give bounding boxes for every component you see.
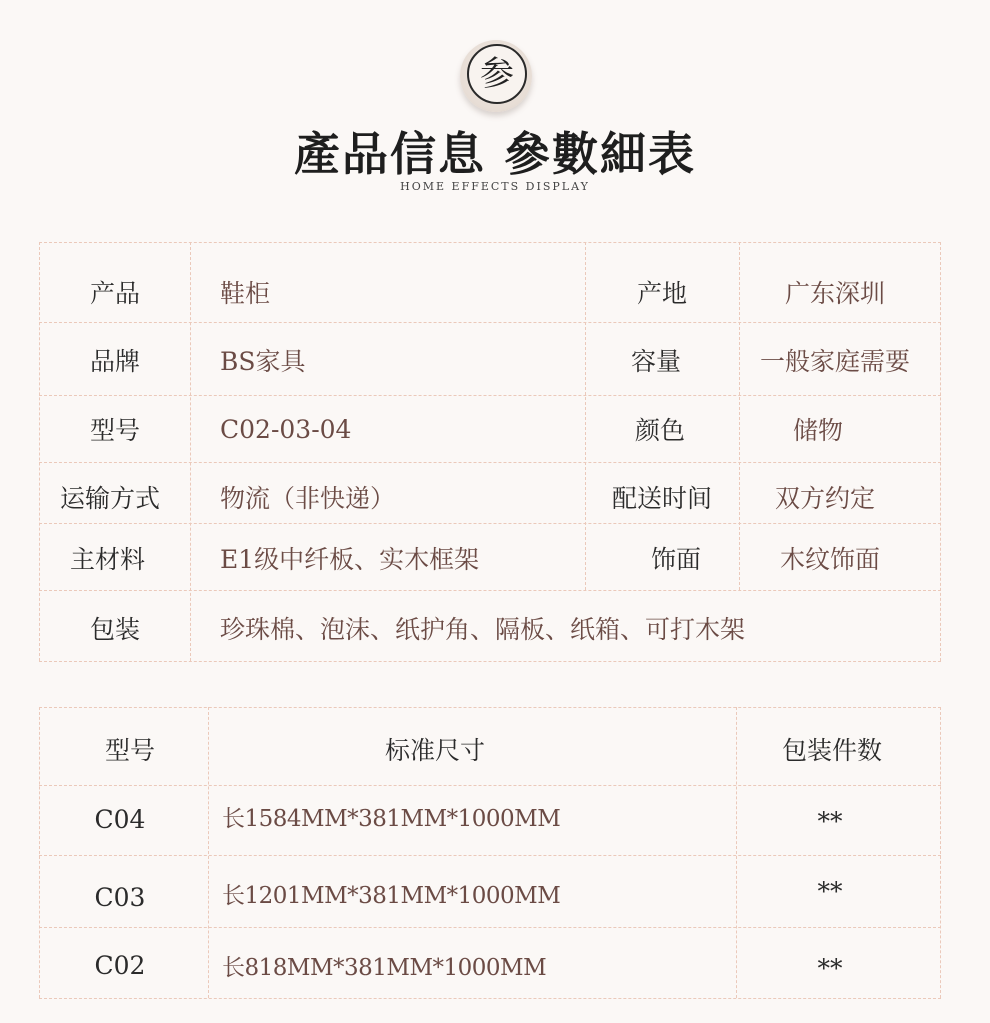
label-packaging: 包装 [89,615,140,644]
label-shipping: 运输方式 [59,484,160,513]
label-capacity: 容量 [630,347,681,376]
page-title: 產品信息 參數細表 [293,127,696,181]
value-origin: 广东深圳 [784,279,885,308]
value-material: E1级中纤板、实木框架 [220,545,480,574]
label-color: 颜色 [634,416,685,445]
column-header-count: 包装件数 [781,736,882,765]
table-divider [940,707,941,998]
table-row-count: ** [817,806,843,836]
value-model: C02-03-04 [220,414,352,444]
value-product: 鞋柜 [220,279,271,308]
value-brand: BS家具 [220,347,306,376]
table-row-model: C02 [94,950,146,980]
label-model: 型号 [89,416,140,445]
table-divider [39,855,941,856]
value-delivery-time: 双方约定 [774,484,875,513]
table-divider [39,707,941,708]
label-brand: 品牌 [89,347,140,376]
value-shipping: 物流（非快递） [220,484,396,513]
label-product: 产品 [89,279,140,308]
table-row-count: ** [817,876,843,906]
label-material: 主材料 [69,545,145,574]
label-finish: 饰面 [650,545,701,574]
table-row-size: 长818MM*381MM*1000MM [222,954,547,981]
table-row-size: 长1584MM*381MM*1000MM [222,805,561,832]
seal-char: 参 [467,44,527,104]
label-delivery-time: 配送时间 [611,484,712,513]
column-header-model: 型号 [104,736,155,765]
page-subtitle: HOME EFFECTS DISPLAY [400,180,590,193]
value-finish: 木纹饰面 [779,545,880,574]
table-row-model: C04 [94,804,146,834]
value-color: 储物 [792,416,843,445]
value-capacity: 一般家庭需要 [759,347,910,376]
label-origin: 产地 [636,279,687,308]
table-row-size: 长1201MM*381MM*1000MM [222,882,561,909]
table-row-model: C03 [94,882,146,912]
column-header-size: 标准尺寸 [384,736,485,765]
value-packaging: 珍珠棉、泡沫、纸护角、隔板、纸箱、可打木架 [220,615,746,644]
table-row-count: ** [817,953,843,983]
